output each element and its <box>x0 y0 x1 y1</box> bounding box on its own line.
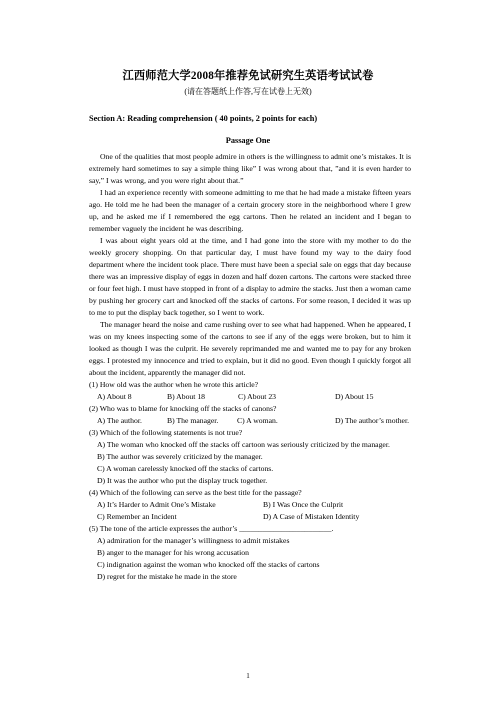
option: A) admiration for the manager’s willingness to admit mistakes <box>97 536 290 545</box>
option: A) The author. <box>97 416 142 425</box>
option: C) About 23 <box>238 392 277 401</box>
option: C) A woman. <box>237 416 278 425</box>
option: B) I Was Once the Culprit <box>263 500 344 509</box>
option: B) The manager. <box>167 416 219 425</box>
option: C) Remember an Incident <box>97 512 177 521</box>
option: B) About 18 <box>167 392 206 401</box>
option: A) It’s Harder to Admit One’s Mistake <box>97 500 216 509</box>
paragraph: I was about eight years old at the time, and I had gone into the store with my mother to do the weekly grocery shopping. On that particular day, I must have found my way to the dairy food department where the incident took place. There must have been a special sale on eggs that day because there was an impressive display of eggs in dozen and half dozen cartons. The cartons were stacked three or four feet high. I must have stopped in front of a display to admire the stacks. Just then a woman came by pushing her grocery cart and knocked off the stacks of cartons. For some reason, I decided it was up to me to put the display back together, so I went to work. <box>89 236 411 317</box>
option: C) A woman carelessly knocked off the stacks of cartons. <box>97 464 274 473</box>
question-stem: (3) Which of the following statements is not true? <box>89 428 243 437</box>
options-row <box>89 511 411 523</box>
paragraph: I had an experience recently with someone admitting to me that he had made a mistake fifteen years ago. He told me he had been the manager of a certain grocery store in the neighborhood where I grew up, and he asked me if I remembered the egg cartons. Then he related an incident and I began to remember vaguely the incident he was describing. <box>89 188 411 233</box>
section-heading: Section A: Reading comprehension ( 40 points, 2 points for each) <box>89 114 318 123</box>
question-stem: (1) How old was the author when he wrote this article? <box>89 380 259 389</box>
passage-title: Passage One <box>225 136 271 145</box>
page-number: 1 <box>246 672 250 680</box>
question-stem: (4) Which of the following can serve as the best title for the passage? <box>89 488 302 497</box>
options-row <box>89 415 411 427</box>
exam-body <box>89 151 411 583</box>
options-row <box>89 499 411 511</box>
option: D) The author’s mother. <box>335 416 410 425</box>
option: C) indignation against the woman who knocked off the stacks of cartons <box>97 560 320 569</box>
option: A) The woman who knocked off the stacks off cartoon was seriously criticized by the manager. <box>97 440 390 449</box>
option: D) A Case of Mistaken Identity <box>263 512 360 521</box>
option: D) About 15 <box>335 392 374 401</box>
paragraph: The manager heard the noise and came rushing over to see what had happened. When he appeared, I was on my knees inspecting some of the cartons to see if any of the eggs were broken, but to him it looked as though I was the culprit. He severely reprimanded me and wanted me to pay for any broken eggs. I protested my innocence and tried to explain, but it did no good. Even though I quickly forgot all about the incident, apparently the manager did not. <box>89 320 411 377</box>
options-row <box>89 391 411 403</box>
exam-title: 江西师范大学2008年推荐免试研究生英语考试试卷 <box>122 70 374 82</box>
option: B) anger to the manager for his wrong accusation <box>97 548 249 557</box>
exam-subtitle: (请在答题纸上作答,写在试卷上无效) <box>184 87 312 96</box>
option: D) regret for the mistake he made in the store <box>97 572 237 581</box>
option: D) It was the author who put the display truck together. <box>97 476 268 485</box>
question-stem: (5) The tone of the article expresses the author’s ________________________. <box>89 524 334 533</box>
question-stem: (2) Who was to blame for knocking off the stacks of canons? <box>89 404 277 413</box>
option: B) The author was severely criticized by the manager. <box>97 452 263 461</box>
option: A) About 8 <box>97 392 132 401</box>
paragraph: One of the qualities that most people admire in others is the willingness to admit one’s mistakes. It is extremely hard sometimes to say a simple thing like” I was wrong about that, ”and it is even harder to say,” I was wrong, and you were right about that.” <box>89 152 411 185</box>
